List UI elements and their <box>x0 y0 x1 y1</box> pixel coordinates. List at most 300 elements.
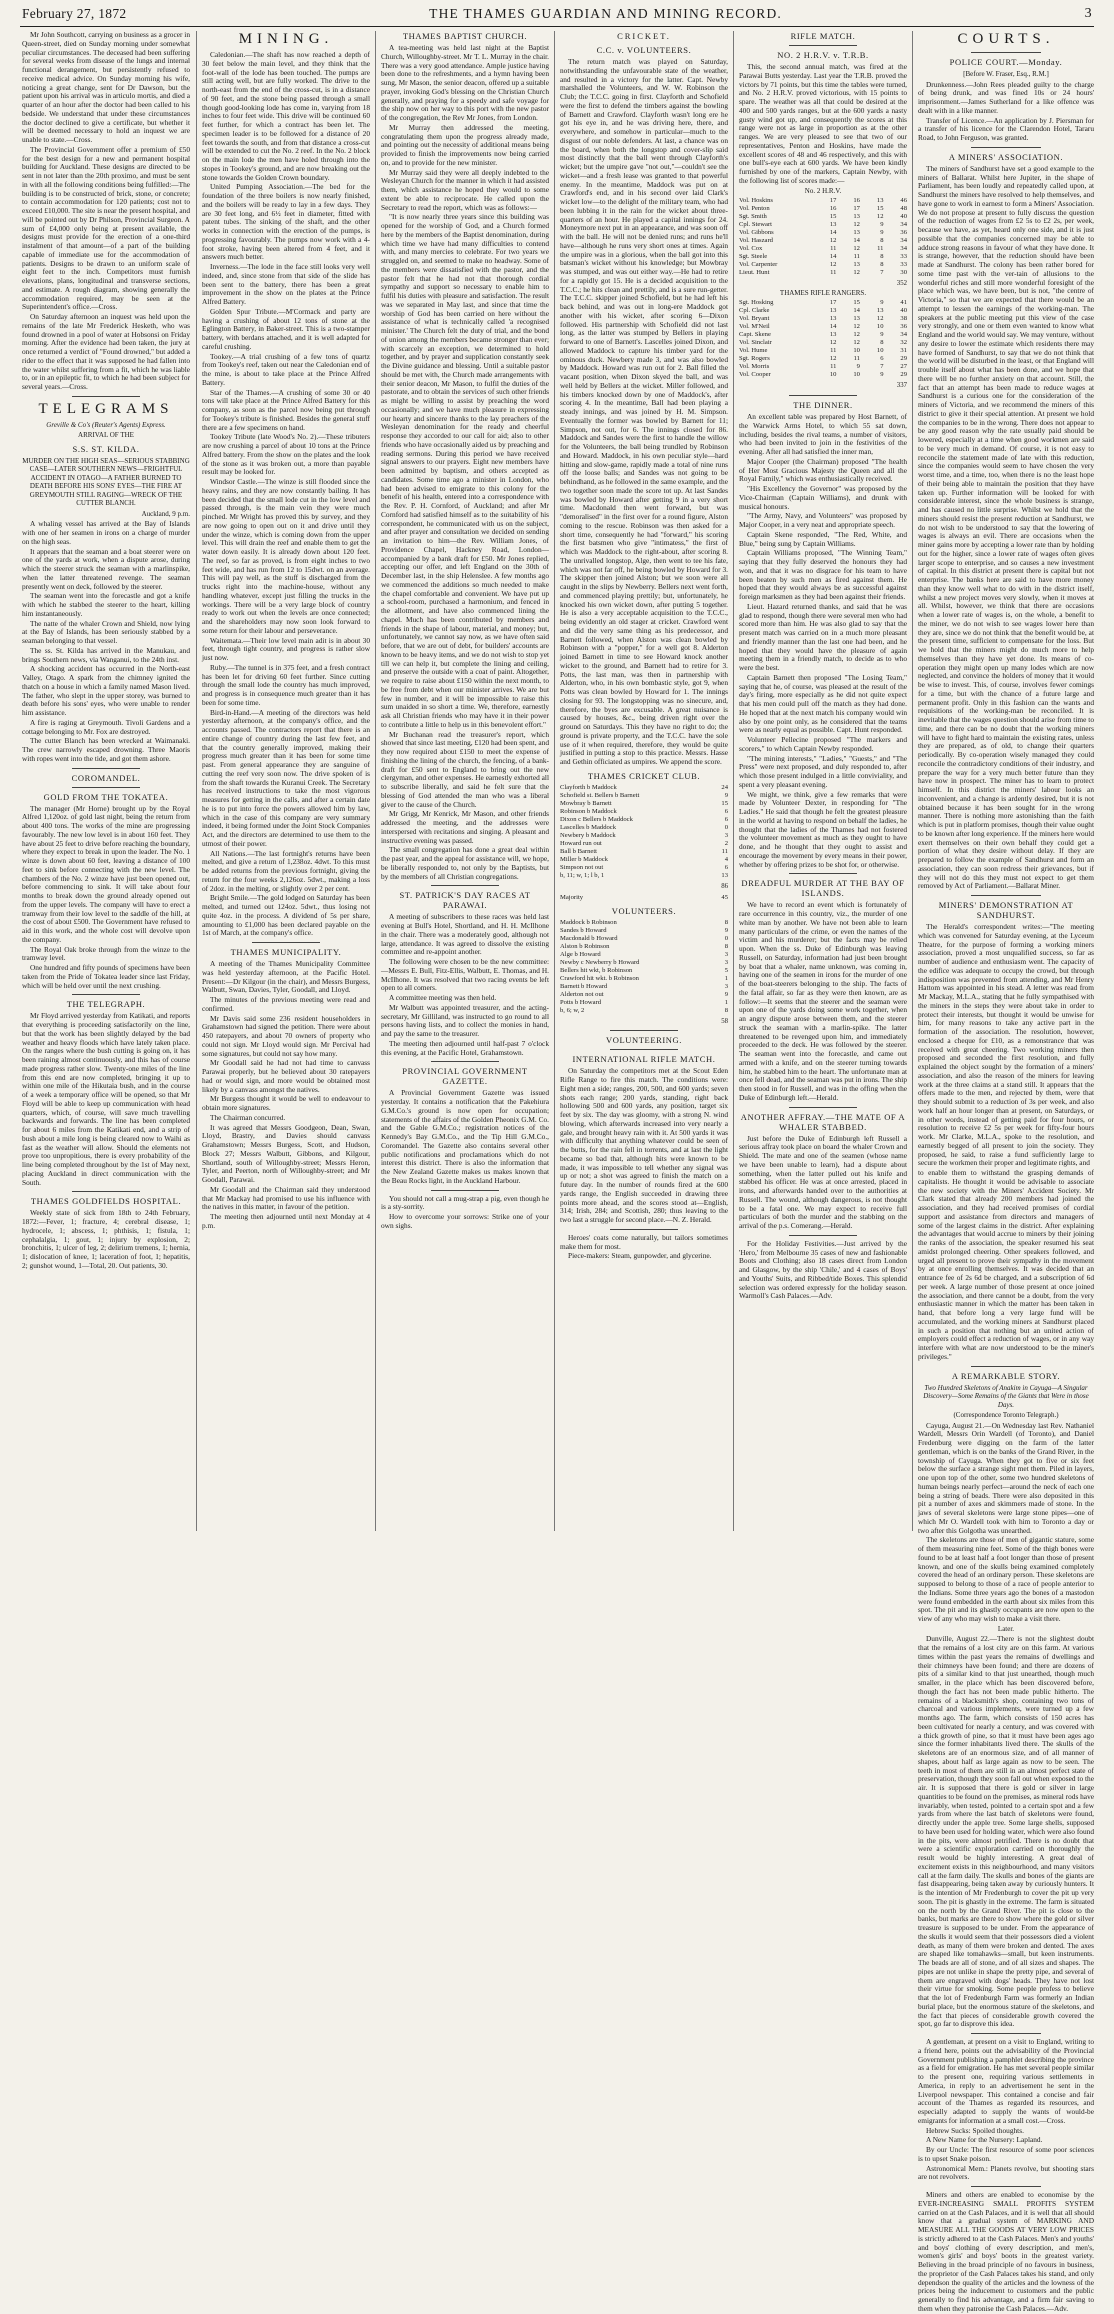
article-paragraph: A tea-meeting was held last night at the Baptist Church, Willoughby-street. Mr T. L. Murray in the chair. There was a very good attendance. Ample justice having been done to the refreshments, and a hymn having been sung, Mr Mason, the senior deacon, offered up a suitable prayer, invoking God's blessing on the Christian Church generally, and praying for a speedy and safe voyage for the ship now on her way to this port with the new pastor of the congregation, the Rev Mr Jones, from London. <box>381 43 549 122</box>
score-cell: 31 <box>900 347 907 355</box>
player-name: Bellers hit wkt, b Robinson <box>560 966 633 974</box>
score-cell: 8 <box>880 253 884 260</box>
page-number: 3 <box>1084 6 1092 21</box>
section-divider <box>72 768 139 769</box>
player-name: Newbery b Maddock <box>560 831 616 839</box>
scorecard-total: 86 <box>721 882 728 890</box>
score-cell: 8 <box>880 339 884 347</box>
score-cell: 9 <box>880 331 884 339</box>
score-cell: 13 <box>829 307 837 315</box>
majority-value: 45 <box>721 893 728 901</box>
player-name: Vol. Haszard <box>739 237 773 244</box>
article-paragraph: Heroes' coats come naturally, but tailors sometimes make them for most. <box>560 1232 728 1251</box>
score-cell: 12 <box>853 339 860 347</box>
score-cell: 13 <box>829 331 837 339</box>
dateline: Auckland, 9 p.m. <box>141 509 190 518</box>
score-row <box>739 221 907 229</box>
player-name: Alge b Howard <box>560 950 601 958</box>
article-paragraph: Mr Floyd arrived yesterday from Katikati, and reports that everything is proceeding satisfactorily on the line, but that the work has been slightly delayed by the bad weather and heavy floods which have lately taken place. On the ranges where the bush cutting is going on, it has been raining almost continuously, and this has of course made progress rather slow. Twenty-one miles of the line from this end are now completed, bringing it up to within one mile of the Hikutaia bush, and in the course of a week a temporary office will be opened, so that Mr Floyd will be able to keep up communication with head quarters, which, of course, will save much travelling backwards and forwards. The line has been completed for about 6 miles from the Katikati end, and a strip of bush about a mile long is being cleared now to Waihi as fast as the weather will allow. Should the elements not prove too unpropitious, there is every probability of the line being completed throughout by the 1st of May next, placing Auckland in direct communication with the South. <box>22 1011 190 1187</box>
score-cell: 29 <box>900 355 907 363</box>
article-paragraph: A whaling vessel has arrived at the Bay of Islands with one of her seamen in irons on a charge of murder on the high seas. <box>22 519 190 546</box>
article-paragraph: to enable them to withstand the grasping demands of capitalists. He thought it would be advisable to associate the new society with the Miners' Accident Society. Mr Clark stated that already 200 members had joined the association, and they had received promises of cordial support and assistance from directors and managers of some of the largest claims in the district. After explaining the advantages that would accrue to miners by their joining the ranks of the association, the speaker resumed his seat amidst prolonged cheering. Other speakers followed, and urged all present to prove their sympathy in the movement by at once enrolling themselves. It was decided that an entrance fee of 2s 6d be charged, and a subscription of 6d per week. A large number of those present at once joined the association, and there cannot be a doubt, from the very enthusiastic manner in which the matter has been taken in hand, that before long a very large fund will be accumulated, and the working miners at Sandhurst placed in such a position that nothing but an united action of employers could effect a reduction of wages, or in any way interfere with what are now understood to be the miner's privileges." <box>918 1168 1094 1361</box>
scorecard-heading: THAMES CRICKET CLUB. <box>587 770 701 781</box>
score-cell: 33 <box>900 253 907 260</box>
article-paragraph: One hundred and fifty pounds of specimens have been taken from the Pride of Tokatea leader since last Friday, which will be held over until the next crushing. <box>22 963 190 990</box>
score-cell: 8 <box>724 918 728 926</box>
article-paragraph: Lieut. Hazard returned thanks, and said that he was glad to respond, though there were several men who had scored more than him. He was also glad to say that the present match was carried on in a much more pleasant and friendly manner than the last one had been, and he hoped that they would have the pleasure of again meeting them in a friendly match, to decide as to who were the best. <box>739 601 907 672</box>
score-row <box>739 205 907 213</box>
arrival-line: ARRIVAL OF THE <box>78 431 134 440</box>
score-cell: 32 <box>900 339 907 347</box>
score-cell: 12 <box>853 331 860 339</box>
player-name: Mowbray b Barnett <box>560 799 612 807</box>
article-paragraph: Windsor Castle.—The winze is still flooded since the heavy rains, and they are now constantly bailing. It has been decided that the small lode cut in the low level and passed through, is the main vein they were much pinched. Mr Wright has proved this by survey, and they are now going to open out on it and drive until they under the winze, which is coming down from the upper level. This will drain the reef and enable them to get the water down easily. It is already down about 120 feet. The reef, so far as proved, is from eight inches to two feet wide, and has run from 12 to 15dwt. on an average. This will pay well, as the stuff is discharged from the trucks right into the machine-house, without any handling whatever, except just filling the trucks in the workings. There will be a very large block of country ready to work out when the levels are once connected; and the shareholders may now soon look forward to some return for their labour and perseverance. <box>202 477 370 635</box>
score-cell: 3 <box>724 982 728 990</box>
article-paragraph: The following were chosen to be the new committee:—Messrs E. Bull, Fitz-Ellis, Walbutt, E. Thomas, and H. McIlhone. It was resolved that two racing events be left open to all comers. <box>381 957 549 993</box>
article-paragraph: The Chairman concurred. <box>210 1112 286 1122</box>
score-cell: 17 <box>829 299 837 307</box>
score-cell: 7 <box>880 363 884 371</box>
column-5 <box>739 31 907 1531</box>
player-name: Maddock b Robinson <box>560 918 617 926</box>
player-name: Sgt. Rogers <box>739 355 770 363</box>
article-paragraph: The Herald's correspondent writes:—"The meeting which was convened for Saturday evening, at the Lyceum Theatre, for the purpose of forming a working miners association, proved a most unqualified success, so far as number of audience and enthusiasm went. The capacity of the edifice was adequate to occupy the crowd, but through indisposition was prevented from attending, and Mr Henry Hattom was appointed in his stead. A letter was read from Mr Mackay, M.L.A., stating that he fully sympathised with the miners in the steps they were about take in order to protect their interests, but thought it would be unwise for him, for many reasons to take any active part in the formation of the association. The resolution, however, enclosed a cheque for £10, as a remonstrance that was received with great cheering. Two working miners then proposed and seconded the first resolution, and fully explained the object sought by the formation of a miners' association, and also the reason of the miners for leaving work at the three claims at a stand still. It appears that the offers made to the men, and rejected by them, were that they should submit to a reduction of 3s per week, and also work half an hour longer than at present, on Saturdays, or in other words, instead of getting paid for four hours, or resolution to receive £2 5s per week for fifty-four hours work. Mr Clarke, M.L.A., spoke to the resolution, and earnestly begged of all present to join the society. They proposed, he said, to raise a fund sufficiently large to secure the workmen their proper and legitimate rights, and <box>918 922 1094 1168</box>
article-paragraph: Mr Murray said they were all deeply indebted to the Wesleyan Church for the manner in which it had assisted them, which assistance he hoped they would to some extent be able to reciprocate. He called upon the Secretary to read the report, which was as follows:— <box>381 167 549 212</box>
score-cell: 14 <box>829 229 837 236</box>
article-paragraph: The cutter Blanch has been wrecked at Waimanaki. The crew narrowly escaped drowning. Three Maoris with ropes went into the tide, and got them ashore. <box>22 736 190 763</box>
section-divider <box>971 1366 1041 1367</box>
columns <box>22 30 1095 2313</box>
score-cell: 8 <box>880 237 884 244</box>
score-cell: 10 <box>876 347 884 355</box>
score-cell: 40 <box>900 213 907 220</box>
article-heading: THAMES BAPTIST CHURCH. <box>402 31 528 41</box>
score-cell: 12 <box>829 339 837 347</box>
masthead-rule <box>20 26 1094 27</box>
issue-date: February 27, 1872 <box>22 6 127 21</box>
player-name: Howard run out <box>560 839 602 847</box>
player-name: Crawford hit wkt. b Robinson <box>560 974 639 982</box>
section-divider <box>971 147 1041 148</box>
score-cell: 12 <box>876 315 884 323</box>
score-cell: 34 <box>900 245 907 252</box>
article-heading: ST. PATRICK'S DAY RACES AT PARAWAI. <box>399 890 531 911</box>
article-paragraph: A meeting of the Thames Municipality Committee was held yesterday afternoon, at the Pacific Hotel. Present:—Dr Kilgour (in the chair), and Messrs Burgess, Walbutt, Swan, Davies, Tyler, Goodall, and Lloyd. <box>202 959 370 995</box>
column-6 <box>918 31 1095 2313</box>
article-paragraph: The ss. St. Kilda has arrived in the Manukau, and brings Southern news, via Wanganui, to the 24th inst. <box>22 645 190 664</box>
score-cell: 13 <box>829 315 837 323</box>
score-cell: 11 <box>877 245 884 252</box>
player-name: Vol. Hoskins <box>739 197 773 204</box>
article-paragraph: "The Army, Navy, and Volunteers" was proposed by Major Cooper, in a very neat and appropriate speech. <box>739 511 907 529</box>
article-subheading: Two Hundred Skeletons of Anakim in Cayuga—A Singular Discovery—Some Remains of the Giants that Were in those Days. <box>923 1383 1089 1409</box>
score-cell: 14 <box>853 237 860 244</box>
score-cell: 34 <box>900 331 907 339</box>
section-heading-cricket: CRICKET. <box>617 31 671 41</box>
player-name: Miller b Maddock <box>560 855 608 863</box>
player-name: Vol. Bryant <box>739 315 770 323</box>
score-cell: 10 <box>876 323 884 331</box>
score-cell: 13 <box>721 871 728 879</box>
score-row <box>560 848 728 856</box>
article-paragraph: Mr Goodall and the Chairman said they understood that Mr Mackay had promised to use his influence with the natives in this matter, in favour of the petition. <box>202 1184 370 1212</box>
score-cell: 3 <box>724 958 728 966</box>
article-heading: THE TELEGRAPH. <box>66 999 146 1010</box>
article-paragraph: The manager (Mr Horne) brought up by the Royal Alfred 1,120oz. of gold last night, being the return from about 400 tons. The works of the mine are progressing favourably. The new low level is in about 160 feet. They have about 25 feet to drive before reaching the boundary, where they expect to break in upon the leader. The No. 1 winze is down about 60 feet, leaving a distance of 100 feet to sink before connecting with the new level. The chambers of the No. 2 winze have just been opened out, before commencing to sink. It will take about four months to break down the ground already opened out from the upper levels. The company will have to erect a tramway from their low level to the saddle of the hill, at the cost of about £500. The Government have refused to aid in this work, and the whole cost will devolve upon the company. <box>22 803 190 944</box>
article-heading: A MINERS' ASSOCIATION. <box>948 151 1064 162</box>
section-heading-telegrams: TELEGRAMS <box>38 400 174 417</box>
score-row <box>560 999 728 1007</box>
score-cell: 9 <box>880 229 884 236</box>
score-cell: 13 <box>876 307 884 315</box>
article-paragraph: A New Name for the Nursery: Lapland. <box>926 2135 1043 2145</box>
player-name: Simpson not out <box>560 863 604 871</box>
article-paragraph: Weekly state of sick from 18th to 24th February, 1872:—Fever, 1; fracture, 4; cerebral disease, 1; hydrocele, 1; abscess, 1; phthisis, 1; fistula, 1; cephalalgia, 1; gout, 1; injury by explosion, 2; bronchitis, 1; ulcer of leg, 2; delirium tremens, 1; hernia, 1; dislocation of knee, 1; laceration of foot, 1; hepatitis, 2; gunshot wound, 1—Total, 20. Out patients, 30. <box>22 1208 190 1270</box>
player-name: Vol. Morris <box>739 363 770 371</box>
score-row <box>560 792 728 800</box>
score-row <box>560 1007 728 1015</box>
score-cell: 36 <box>900 323 907 331</box>
score-row <box>560 967 728 975</box>
article-heading: RIFLE MATCH. <box>790 31 856 41</box>
score-cell: 10 <box>853 371 860 379</box>
score-row <box>560 927 728 935</box>
score-row <box>560 872 728 880</box>
article-paragraph: Captain Barnett then proposed "The Losing Team," saying that he, of course, was pleased at the result of the day's firing, more especially as he did not quite expect that his men could pull off the match as they had done. He hoped that at the next match his company would win also by one point only, as he considered that the teams were as nearly equal as possible. Capt. Hunt responded. <box>739 672 907 735</box>
score-cell: 7 <box>880 269 884 276</box>
article-paragraph: Transfer of Licence.—An application by J. Piersman for a transfer of his licence for the Clarendon Hotel, Tararu Road, to John Ferguson, was granted. <box>918 115 1094 142</box>
article-paragraph: Hebrew Sucks: Spoiled thoughts. <box>926 2125 1024 2135</box>
scorecard-total: 58 <box>721 1017 728 1025</box>
score-cell: 17 <box>829 197 837 204</box>
score-cell: 12 <box>829 261 837 268</box>
article-paragraph: Mr Murray then addressed the meeting, congratulating them upon the progress already made, and pointing out the necessity of additional means being provided to finish the improvements now being carried on, and to provide for the new minister. <box>381 122 549 167</box>
section-divider <box>971 895 1041 896</box>
player-name: Vol. Cooper <box>739 371 771 379</box>
score-row <box>560 943 728 951</box>
article-paragraph: Star of the Thames.—A crushing of some 30 or 40 tons will take place at the Prince Alfred Battery for this company, as soon as the parcel now being put through for Tookey's tribute is finished. Besides the general stuff there are a few specimens on hand. <box>202 387 370 432</box>
article-paragraph: On Saturday the competitors met at the Scout Eden Rifle Range to fire this match. The conditions were: Eight men a side; ranges, 200, 500, and 600 yards; seven shots each range; 200 yards, standing, right back hollowing 500 and 600 yards, any position, target six feet by six. The day was gloomy, with a strong N. wind blowing, which afterwards increased into very nearly a gale, and brought heavy rain with it. At 500 yards it was with difficulty that anything whatever could be seen of the butts, for the rain fell in torrents, and at last the light became so bad that, although hits were known to be made, it was impossible to tell whether any signal was up or not; a shot was agreed to finish the match on a future day. In the number of rounds fired at the 600 yards range, the English succeeded in drawing three points more ahead, and the scores stood at—English, 314; Irish, 284; and Scottish, 280; thus leaving to the two last a struggle for second place.—N. Z. Herald. <box>560 1066 728 1224</box>
section-divider <box>72 787 139 788</box>
article-heading: INTERNATIONAL RIFLE MATCH. <box>572 1054 716 1065</box>
score-row <box>739 229 907 237</box>
score-row <box>739 323 907 331</box>
later-heading: Later. <box>997 1624 1015 1633</box>
player-name: Ball b Barnett <box>560 847 597 855</box>
article-paragraph: Just before the Duke of Edinburgh left Russell a serious affray took place on board the whaler Crown and Shield. The mate and one of the seamen (whose name we have been unable to learn), had a dispute about something, when the latter pulled out his knife and stabbed his officer. He was at once arrested, placed in irons, and afterwards handed over to the authorities at Russell. The wound, although dangerous, is not thought to be a fatal one. We may expect to receive full particulars of both the murder and the stabbing on the arrival of the p.s. Comerang.—Herald. <box>739 1133 907 1230</box>
score-cell: 14 <box>829 323 837 331</box>
score-row <box>739 253 907 261</box>
column-2 <box>202 31 370 1531</box>
article-paragraph: Caledonian.—The shaft has now reached a depth of 30 feet below the main level, and they think that the foot-wall of the lode has been touched. The pumps are still acting well, but are fully worked. The drive to the north-east from the end of the cross-cut, is in a distance of 90 feet, and the stone being passed through a small though good-looking lode has come in, varying from 18 inches to four feet wide. This drive will be continued 60 feet further, for which a contract has been let. The specimen leader is to be followed for a distance of 20 feet towards the south, and from that distance a cross-cut will be extended to cut the No. 2 reef. In the No. 2 block on the main lode the men have holed through into the stopes in Tookey's ground, and are now breaking out the stone towards the Golden Crown boundary. <box>202 50 370 182</box>
player-name: Lascelles b Maddock <box>560 823 617 831</box>
score-row <box>560 991 728 999</box>
article-paragraph: The small congregation has done a great deal within the past year, and the appeal for assistance will, we hope, be liberally responded to, not only by the Baptists, but by the members of all Christian congregations. <box>381 845 549 881</box>
player-name: Barnett b Howard <box>560 982 608 990</box>
article-paragraph: Tookey Tribute (late Wood's No. 2).—These tributers are now crushing a parcel of about 10 tons at the Prince Alfred battery. From the show on the plates and the look of the stone as it was broken out, a more than payable result may be looked for. <box>202 432 370 477</box>
article-paragraph: You should not call a mug-strap a pig, even though he is a sty-sorrity. <box>381 1193 549 1212</box>
score-cell: 2 <box>724 839 728 847</box>
article-heading: GOLD FROM THE TOKATEA. <box>43 791 169 802</box>
article-paragraph: Captain Skene responded, "The Red, White, and Blue," being sung by Captain Williams. <box>739 529 907 548</box>
score-row <box>739 339 907 347</box>
score-row <box>560 983 728 991</box>
score-cell: 3 <box>724 831 728 839</box>
section-divider <box>789 873 856 874</box>
article-paragraph: A meeting of subscribers to these races was held last evening at Bull's Hotel, Shortland, and H. H. McIlhone in the chair. There was a moderately good, although not large, attendance. It was agreed to dissolve the existing committee and re-appoint another. <box>381 912 549 957</box>
score-row <box>560 824 728 832</box>
score-cell: 9 <box>856 363 860 371</box>
score-cell: 5 <box>724 966 728 974</box>
article-paragraph: On Saturday afternoon an inquest was held upon the remains of the late Mr Frederick Hesketh, who was found drowned in a pool of water at Hobsonsi on Friday morning. After the evidence had been taken, the jury at once returned a verdict of "Found drowned," but added a rider to the effect that it was supposed he had fallen into the water whilst suffering from a fit, which he was liable to, or in an epileptic fit, to which he had been subject for several years.—Cross. <box>22 312 190 391</box>
score-row <box>739 355 907 363</box>
score-row <box>560 975 728 983</box>
advertisement: For the Holiday Festivities.—Just arrived by the 'Hero,' from Melbourne 35 cases of new and fashionable Boots and Clothing; also 18 cases direct from London and Glasgow, by the ship 'Chile,' and 4 cases of Boys' and Youths' Suits, and Ribbed/tide Boxes. This splendid selection was ordered expressly for the holiday season. Warmoll's Cash Palaces.—Adv. <box>739 1238 907 1301</box>
article-paragraph: By our Uncle: The first resource of some poor sciences is to upset Snake poison. <box>918 2145 1094 2163</box>
section-divider <box>431 1190 498 1191</box>
article-heading: DREADFUL MURDER AT THE BAY OF ISLANDS. <box>741 878 905 899</box>
score-cell: 48 <box>900 205 907 212</box>
score-row <box>739 307 907 315</box>
player-name: Cpl. Clarke <box>739 307 770 315</box>
column-3 <box>381 31 549 1531</box>
article-paragraph: It was agreed that Messrs Goodgeon, Dean, Swan, Lloyd, Brastry, and Davies should canvass Grahamstown; Messrs Burgess, Scott, and Hudson, Block 27; Messrs Walbutt, Gibbons, and Kilgour, Shortland, south of Willoughby-street; Messrs Heron, Tyler, and Peerton, north of Willoughby-street; and Mr Goodall, Parawai. <box>202 1122 370 1184</box>
article-heading: POLICE COURT.—Monday. <box>949 57 1063 67</box>
player-name: Vol. M'Neil <box>739 323 770 331</box>
player-name: Vol. Gibbons <box>739 229 774 236</box>
score-cell: 1 <box>724 998 728 1006</box>
player-name: Sgt. Smith <box>739 213 767 220</box>
section-heading-coromandel: COROMANDEL. <box>71 772 141 783</box>
score-cell: 46 <box>900 197 907 204</box>
score-cell: 13 <box>853 213 860 220</box>
article-paragraph: The skeletons are those of men of gigantic stature, some of them measuring nine feet. Some of the thigh bones were found to be at least half a foot longer than those of present known, and one of the skulls being examined completely covered the head of an ordinary person. These skeletons are supposed to belong to those of a race of people anterior to the Indians. Some three years ago the bones of a mastodon were found embedded in the earth about six miles from this spot. The pit and its ghastly occupants are now open to the view of any who may wish to make a visit there. <box>918 1535 1094 1623</box>
player-name: Sgt. Steele <box>739 253 768 260</box>
column-divider <box>912 31 913 1531</box>
score-row <box>739 347 907 355</box>
player-name: Dixon c Bellers b Maddock <box>560 815 633 823</box>
article-paragraph: The meeting then adjourned until next Monday at 4 p.m. <box>202 1212 370 1230</box>
score-cell: 15 <box>829 213 837 220</box>
article-paragraph: Cayuga, August 21.—On Wednesday last Rev. Nathaniel Wardell, Messrs Orin Wardell (of Toronto), and Daniel Fredenburg were digging on the farm of the latter gentleman, which is on the banks of the Grand River, in the township of Cayuga. When they got to five or six feet below the surface a strange sight met them. Piled in layers, one upon top of the other, some two hundred skeletons of human beings nearly perfect—around the neck of each one being a string of beads. There were also deposited in this pit a number of axes and skimmers made of stone. In the jaws of several skeletons were large stone pipes—one of which Mr O. Wardell took with him to Toronto a day or two after this Golgotha was unearthed. <box>918 1420 1094 1535</box>
score-cell: 6 <box>724 863 728 871</box>
section-divider <box>789 45 856 46</box>
player-name: Vol. Hume <box>739 347 768 355</box>
article-paragraph: The Provincial Government offer a premium of £50 for the best design for a new and permanent hospital building for Auckland. These designs are directed to be sent in not later than the 20th proximo, and must be sent in with all the following conditions being fulfilled:—The building is to be constructed of brick, stone, or concrete; to contain accommodation for 120 patients; cost not to exceed £10,000. The site is near the present hospital, and will be pointed out by Dr Philson, Provincial Surgeon. A sum of £4,000 only being at present available, the designs must provide for the erection of a one-third instalment of that amount—of a part of the building capable of immediate use for the accommodation of patients. Designs to be drawn to an uniform scale of eight feet to the inch. Competitors must furnish elevations, plans, longitudinal and transverse sections, and estimate. A rough diagram, showing generally the accommodation required, may be seen at the Superintendent's office.—Cross. <box>22 144 190 312</box>
article-paragraph: The natte of the whaler Crown and Shield, now lying at the Bay of Islands, has been seriously stabbed by a seaman belonging to that vessel. <box>22 618 190 645</box>
section-divider <box>789 1107 856 1108</box>
scorecard-total: 352 <box>896 280 907 287</box>
article-paragraph: The minutes of the previous meeting were read and confirmed. <box>202 995 370 1013</box>
score-cell: 9 <box>724 791 728 799</box>
section-divider <box>610 1229 677 1230</box>
player-name: b, 6; w, 2 <box>560 1006 585 1014</box>
score-cell: 11 <box>853 253 860 260</box>
player-name: Robinson b Maddock <box>560 807 617 815</box>
article-paragraph: All Nations.—The last fortnight's returns have been melted, and give a return of 1,238oz. 4dwt. To this must be added returns from the previous fortnight, giving the return for the four weeks 2,126oz. 5dwt., making a loss of 2doz. in the melting, or slightly over 2 per cent. <box>202 848 370 893</box>
score-row <box>739 237 907 245</box>
majority-row <box>560 894 728 902</box>
score-row <box>560 951 728 959</box>
player-name: Vol. Cox <box>739 245 763 252</box>
article-paragraph: Dunville, August 22.—There is not the slightest doubt that the remains of a lost city are on this farm. At various times within the past years the remains of dwellings and their chimneys have been found; and there are dozens of pits of a similar kind to that just unearthed, though much smaller, in the place which has been discovered before, though the fact has not been made public hitherto. The remains of a blacksmith's shop, containing two tons of charcoal and various implements, were turned up a few months ago. The farm, which consists of 150 acres has been cultivated for nearly a century, and was covered with a thick growth of pine, so that it must have been ages ago since the former inhabitants lived there. The skulls of the skeletons are of an enormous size, and of all manner of shapes, about half as large again as now to be seen. The teeth in most of them are still in an almost perfect state of preservation, though they soon fall out when exposed to the air. It is supposed that there is gold or silver in large quantities to be found on the premises, as mineral rods have invariably, when tested, pointed to a certain spot and a few yards from where the last batch of skeletons were found, directly under the apple tree. Some large shells, supposed to have been used for holding water, which were also found in the pits, were almost petrified. There is no doubt that were a scientific exploration carried on thoroughly the result would be highly interesting. A great deal of excitement exists in this neighbourhood, and many visitors call at the farm daily. The skulls and bones of the giants are fast disappearing, being taken away by curiously hunters. It is the intention of Mr Fredenburgh to cover the pit up very soon. The pit is ghastly in the extreme. The farm is situated on the north by the Grand River. The pit is close to the banks, but marks are there to show where the gold or silver treasure is supposed to be under. From the appearance of the skulls it would seem that their possessors died a violent death, as many of them were broken and dented. The axes are shaped like tomahawks—small, but keen instruments. The beads are all of stone, and of all sizes and shapes. The pipes are not unlike in shape the pretty pipe, and several of them are engraved with dogs' heads. They have not lost their virtue for smoking. Some people profess to believe that the lot of Fredenburgh Farm was formerly an Indian burial place, but the enormous stature of the skeletons, and the fact that pieces of considerable growth covered the spot, go far to disprove this idea. <box>918 1634 1095 2029</box>
advertisement: Miners and others are enabled to economise by the EVER-INCREASING SMALL PROFITS SYSTEM carried on at the Cash Palaces, and it is well that all should know that a gradual system of MARKING AND MEASURE ALL THE GOODS AT VERY LOW PRICES is strictly adhered to at the Cash Palaces. Men's and youths' and boys' clothing of every description, and men's, women's girls' and boys' boots in the greatest variety. Believing in the broad principle of no favours in business, the proprietor of the Cash Palaces takes his stand, and only dependson the quality of the articles and the lowness of the prices being the inducement to customers and the public generally to find his advantage, and a firm fair saving to them when they patronise the Cash Palaces.—Adv. <box>918 2190 1094 2313</box>
score-row <box>560 832 728 840</box>
score-cell: 41 <box>900 299 907 307</box>
score-cell: 15 <box>876 205 884 212</box>
score-cell: 13 <box>876 197 884 204</box>
score-cell: 14 <box>829 253 837 260</box>
scorecard-heading: THAMES RIFLE RANGERS. <box>779 288 867 297</box>
section-divider <box>431 885 498 886</box>
score-cell: 11 <box>830 245 837 252</box>
score-row <box>560 935 728 943</box>
score-cell: 9 <box>880 221 884 228</box>
score-cell: 40 <box>900 307 907 315</box>
score-cell: 34 <box>900 237 907 244</box>
article-paragraph: Bird-in-Hand.—A meeting of the directors was held yesterday afternoon, at the company's office, and the accounts passed. The contractors report that there is an entire change of country during the last few feet, and that the country generally improved, making their progress much greater than it has been for some time past. From general appearance they are sanguine of cutting the reef very soon now. The drive spoken of is from the shaft towards the Kuranui Creek. The Secretary has received instructions to take the most vigorous measures for getting in the calls, and after a certain date he is to put into force the powers allowed him by law, which in the case of this company are very summary indeed, it being formed under the Joint Stock Companies Act, and the directors are determined to use them to the utmost of their power. <box>202 707 370 848</box>
article-paragraph: Mr Goodall said he had not had time to canvass Parawai properly, but he believed about 30 ratepayers had or would sign, and more would be obtained most likely by a canvass amongst the natives. <box>202 1058 370 1094</box>
scorecard-total: 337 <box>896 382 907 390</box>
score-cell: 9 <box>880 299 884 307</box>
score-cell: 13 <box>853 261 860 268</box>
player-name: Potts b Howard <box>560 998 602 1006</box>
player-name: b, 11; w, 1; l b, 1 <box>560 871 605 879</box>
score-cell: 14 <box>853 307 860 315</box>
score-cell: 6 <box>880 355 884 363</box>
score-cell: 10 <box>829 371 837 379</box>
score-row <box>739 363 907 371</box>
column-divider <box>196 31 197 1531</box>
score-row <box>739 331 907 339</box>
score-cell: 36 <box>900 229 907 236</box>
score-cell: 15 <box>721 799 728 807</box>
article-paragraph: Mr John Southcott, carrying on business as a grocer in Queen-street, died on Sunday morning under somewhat peculiar circumstances. The deceased had been suffering for several weeks from disease of the lungs and internal functional derangement, but persistently refused to receive medical advice. On Sunday morning his wife, noticing a great change, sent for Dr Dawson, but the patient upon his arrival was in articulo mortis, and died a quarter of an hour after the doctor had been called to his bedside. We understand that under these circumstances the doctor declined to give a certificate, but whether it will be deemed necessary to hold an inquest we are unable to state.—Cross. <box>22 30 190 144</box>
score-row <box>560 959 728 967</box>
article-paragraph: The seaman went into the forecastle and got a knife with which he stabbed the steerer to the heart, killing him instantaneously. <box>22 591 190 618</box>
score-row <box>560 784 728 792</box>
player-name: Macdonald b Howard <box>560 934 618 942</box>
score-cell: 4 <box>724 855 728 863</box>
telegram-summary: MURDER ON THE HIGH SEAS—SERIOUS STABBING CASE—LATER SOUTHERN NEWS—FRIGHTFUL ACCIDENT IN OTAGO—A FATHER BURNED TO DEATH BEFORE HIS SONS' EYES—THE FIRE AT GREYMOUTH STILL RAGING—WRECK OF THE CUTTER BLANCH. <box>22 456 190 508</box>
score-row <box>560 919 728 927</box>
article-heading: THAMES MUNICIPALITY. <box>230 947 342 957</box>
rifle-scorecard <box>739 197 907 277</box>
player-name: Cpl. Stewart <box>739 221 772 228</box>
correspondence-credit: (Correspondence Toronto Telegraph.) <box>953 1411 1059 1419</box>
score-cell: 12 <box>829 355 837 363</box>
score-cell: 6 <box>724 807 728 815</box>
article-paragraph: Mr Buchanan read the treasurer's report, which showed that since last meeting, £120 had been spent, and they now required about £150 to meet the expense of finishing the lining of the church, the fencing, of a bank-draft for £50 sent to England to bring out the new clergyman, and other expenses. He earnestly exhorted all to subscribe liberally, and said he felt sure that the blessing of God attended the man who was a liberal giver to the cause of the Church. <box>381 729 549 809</box>
score-cell: 12 <box>853 245 860 252</box>
section-divider <box>610 1049 677 1050</box>
article-heading: THAMES GOLDFIELDS HOSPITAL. <box>30 1196 182 1207</box>
section-divider <box>971 52 1041 53</box>
article-paragraph: Ruby.—The tunnel is in 375 feet, and a fresh contract has been let for driving 60 feet further. Since cutting through the small lode the country has much improved, and progress is in consequence much greater than it has been for some time. <box>202 662 370 707</box>
score-cell: 3 <box>724 950 728 958</box>
score-cell: 27 <box>900 363 907 371</box>
score-cell: 6 <box>724 815 728 823</box>
article-subheading: NO. 2 H.R.V. v. T.R.B. <box>777 50 869 60</box>
score-row <box>560 864 728 872</box>
section-divider <box>252 942 319 943</box>
score-cell: 12 <box>853 221 860 228</box>
scorecard-table <box>560 784 728 880</box>
article-paragraph: "The mining interests," "Ladies," "Guests," and "The Press" were next proposed, and duly responded to, after which those present indulged in a little conviviality, and spent a very pleasant evening. <box>739 753 907 789</box>
article-paragraph: Mr Burgess thought it would be well to endeavour to obtain more signatures. <box>202 1094 370 1112</box>
score-cell: 1 <box>724 974 728 982</box>
score-row <box>739 299 907 307</box>
article-paragraph: We have to record an event which is fortunately of rare occurrence in this country, viz., the murder of one white man by another. We have not been able to learn many particulars of the crime, or even the names of the victim and his murderer; but the facts may be relied upon. When the ss. Duke of Edinburgh was leaving Russell, on Saturday, information had just been brought by boat that a whaler, name unknown, was coming in, having one of the seamen in irons for the murder of one of the boat-steerers belonging to the ship. The facts of the fatal affair, so far as they were then known, are as follow:—It seems that the steerer and the seaman were upon one of the yards doing some work together, when an angry dispute arose between them, and the steerer struck the seaman with a marlin-spike. The latter threatened to be revenged upon him, and immediately proceeded to the deck. He was followed by the steerer. The seaman went into the forecastle, and came out armed with a knife, and on the steerer turning towards him, he stabbed him to the heart. The unfortunate man at once fell dead, and the seaman was put in irons. The ship then stood in for Russell, and was in the offing when the Duke of Edinburgh left.—Herald. <box>739 900 907 1102</box>
article-paragraph: We might, we think, give a few remarks that were made by Volunteer Dexter, in responding for "The Ladies." He said that though he felt the greatest pleasure in the world at having to respond on behalf the ladies, he thought that the ladies of the Thames had not fostered the volunteer movement as much as they ought to have done, and he thought that they ought to assist and encourage the movement by every means in their power, whether by offering prizes to be shot for, or otherwise. <box>739 789 907 869</box>
section-divider <box>789 395 856 396</box>
article-paragraph: The return match was played on Saturday, notwithstanding the unfavourable state of the weather, and resulted in a victory for the latter. Capt. Newby marshalled the Volunteers, and W. W. Robinson the Club; the T.C.C. going in first. Clayforth and Schofield were the first to defend the timbers against the bowling of Barnett and Crawford. Clayforth wasn't long ere he got his eye in, and he was driving here, there, and everywhere, and somehow in particular—much to the disgust of our noble defenders. At last, a chance was on the board, when both the longstop and cover-slip said most distinctly that the ball went through Clayforth's wicket; but the umpire gave "not out,"—couldn't see the wicket—and a fresh lease was granted to that powerful enemy. In the meantime, Maddock was put on at Crawford's end, and in his second over laid Clark's wicket low—to the delight of the military team, who had been lubbing it in the rain for the wicket about three-quarters of an hour. He played a capital innings for 24. Moneymore next put in an appearance, and was soon off with the ball. He will not be denied runs; and runs he'll have—although he runs very short ones at times. Again the umpire was in a glorious, when the ball got into this batsman's wicket without his knowledge; but Mowbray was stumped, and was out either way.—He had to retire for a rapidly got 15. He is a decided acquisition to the T.C.C.; he hits clean and prettily, and is a sure run-getter. The T.C.C. skipper joined Schofield, but he had left his back behind, and was out in long-ere Maddock got another with his wicket, after scoring 6—Dixon followed. His partnership with Schofield did not last long, as the latter was stumped by Bellers in playing forward to one of Barnett's. Lascelles joined Dixon, and allowed Maddock to capture his timber yard for the ominous duck. Newbery made 3, and was also bowled by Maddock. Howard was run out for 2. Ball filled the vacant position, when Dixon skyed the ball, and was well held by Bellers at the wicket. Miller followed, and his timbers knocked down by one of Maddock's, after scoring 4. In the meantime, Ball had been playing a steady innings, and was joined by H. M. Simpson. Eventually the former was bowled by Barnett for 11; Simpson, not out, for 6. The innings closed for 86. Maddock and Sandes were the first to handle the willow for the Volunteers, the ball being trundled by Robinson and Howard. Maddock, in his own peculiar style—hard hitting and slow-game, rapidly made a total of nine runs off the loose balls; and Sandes was not going to be behindhand, as he followed in the same example, and the two together soon made the score tot up. At last Sandes was bowled by Howard after getting 9 in a very short time. Macdonald then went forward, but was "demoralised" in the first over for a round figure, Alston coming to the rescue. Robinson was then asked for a short time, consequently he had "forward," his scoring the first batsmen who give "intimatess," the first of which was Maddock to the right-about, after scoring 8. The unrivalled longstop, Alge, then went to tee his fate, which was not far off, he being bowled by Howard for 3. The skipper then joined Alston; but we soon were all caught in the slips by Newberry. Bellers next went forth, and commenced playing prettily; but, unfortunately, he knocked his own wicket down, after putting 5 together. He is also a very acceptable acquisition to the T.C.C., being evidently an old stager at cricket. Crawford went and did the very same thing as his predecessor, and Barnett followed, when Alston was clean bowled by Robinson with a "popper," for a well got 8. Alderton joined Barnett in time to see Howard knock another wicket to the ground, and Barnett had to retire for 3. Potts, the last man, was then in partnership with Alderton, who, in his own bombastic style, got 9, when Potts was clean bowled by Howard for 1. The innings closing for 93. The longstopping was no sinecure, and, therefore, the byes are excusable. A great nuisance is caused by houses, &c., being driven right over the ground on Saturdays. This they have no right to do; the ground is private property, and the T.C.C. have the sole use of it when required, therefore, they would be quite justified in putting a stop to this practice. Messrs. Hasse and Gethin officiated as umpires. We append the score. <box>560 57 728 766</box>
score-cell: 8 <box>724 942 728 950</box>
article-paragraph: Astronomical Mem.: Planets revolve, but shooting stars are not revolvers. <box>918 2163 1094 2182</box>
score-cell: 8 <box>724 1006 728 1014</box>
player-name: Alston b Robinson <box>560 942 610 950</box>
score-row <box>560 840 728 848</box>
score-row <box>739 245 907 253</box>
article-paragraph: The Royal Oak broke through from the winze to the tramway level. <box>22 944 190 963</box>
score-cell: 9 <box>724 926 728 934</box>
score-row <box>560 856 728 864</box>
article-paragraph: An excellent table was prepared by Host Barnett, of the Warwick Arms Hotel, to which 55 sat down, including, besides the rival teams, a number of visitors, who had been invited to join in the festivities of the evening. After all had satisfied the inner man, <box>739 412 907 456</box>
score-cell: 11 <box>721 847 728 855</box>
column-divider <box>375 31 376 1531</box>
article-paragraph: A fire is raging at Greymouth. Tivoli Gardens and a cottage belonging to Mr. Fox are destroyed. <box>22 717 190 736</box>
section-heading-mining: MINING. <box>238 31 334 47</box>
scorecard-heading: No. 2 H.R.V. <box>804 186 842 195</box>
section-divider <box>72 1191 139 1192</box>
article-paragraph: Mr Grigg, Mr Kenrick, Mr Mason, and other friends addressed the meeting, and the addresses were interspersed with recitations and singing. A pleasant and instructive evening was passed. <box>381 809 549 845</box>
score-cell: 9 <box>880 371 884 379</box>
section-heading-volunteering: VOLUNTEERING. <box>605 1035 683 1046</box>
score-row <box>739 261 907 269</box>
score-cell: 11 <box>853 355 860 363</box>
article-paragraph: Major Cooper (the Chairman) proposed "The health of Her Most Gracious Majesty the Queen and all the Royal Family," which was enthusiastically received. <box>739 456 907 484</box>
article-heading: THE DINNER. <box>793 400 853 410</box>
score-cell: 13 <box>853 315 860 323</box>
telegrams-subheading: Greville & Co's (Reuter's Agents) Express. <box>46 420 166 429</box>
score-cell: 11 <box>830 363 837 371</box>
article-paragraph: A Provincial Government Gazette was issued yesterday. It contains a notification that the Pakehiura G.M.Co.'s ground is now open for occupation; statements of the affairs of the Golden Pheonix G.M. Co. and the Gable G.M.Co.; registration notices of the Kennedy's Bay G.M.Co., and the Tip Hill G.M.Co., Coromandel. The Gazette also contains several other public notifications and proclamations which do not interest this district. There is also the information that the New Zealand Gazette makes us makes known that the Beau Rocks light, in the Auckland Harbour. <box>381 1088 549 1185</box>
player-name: Capt. Skene <box>739 331 771 339</box>
score-cell: 16 <box>853 197 860 204</box>
article-paragraph: This, the second annual match, was fired at the Parawai Butts yesterday. Last year the T.R.B. proved the victors by 71 points, but this time the tables were turned, and No. 2 H.R.V. proved victorious, with 15 points to spare. The weather was all that could be desired at the 400 and 500 yards ranges, but at the 600 yards a nasty gusty wind got up, and consequently the scores at this range were not as large in proportion as at the other ranges. We are very pleased to see that two of our representatives, Penton and Hoskins, have made the excellent scores of 48 and 46 respectively, and this with one bull's-eye each at 600 yards. We have been kindly furnished by one of the markers, Captain Newby, with the following list of scores made:— <box>739 62 907 185</box>
newspaper-title: THE THAMES GUARDIAN AND MINING RECORD. <box>429 6 782 21</box>
score-cell: 38 <box>900 315 907 323</box>
score-cell: 17 <box>853 205 860 212</box>
player-name: Newby c Newberry b Howard <box>560 958 640 966</box>
section-divider <box>431 1061 498 1062</box>
article-paragraph: Captain Williams proposed, "The Winning Team," saying that they fully deserved the honours they had won, and that it was no disgrace for his team to have been beaten by such men as fired against them. He hoped that they would always be as successful against foreign marksmen as they had been against their friends. <box>739 548 907 601</box>
scorecard-table <box>560 919 728 1015</box>
article-paragraph: Mr Walbutt was appointed treasurer, and the acting-secretary, Mr Gilliland, was instructed to go round to all persons having lists, and to collect the monies in hand, and pay the same to the treasurer. <box>381 1002 549 1038</box>
score-row <box>560 808 728 816</box>
article-heading: MINERS' DEMONSTRATION AT SANDHURST. <box>938 900 1074 920</box>
article-paragraph: Mr Davis said some 236 resident householders in Grahamstown had signed the petition. There were about 450 ratepayers, and about 70 owners of property who could not sign. Mr Lloyd would sign. Mr Percival had some signatures, but could not say how many. <box>202 1013 370 1058</box>
section-divider <box>72 994 139 995</box>
masthead <box>22 4 1092 24</box>
article-paragraph: Piece-makers: Steam, gunpowder, and glycerine. <box>568 1251 712 1261</box>
score-row <box>739 197 907 205</box>
column-divider <box>733 31 734 1531</box>
score-row <box>560 800 728 808</box>
player-name: Vol. Penton <box>739 205 770 212</box>
column-1 <box>22 31 190 1531</box>
scorecard-heading: VOLUNTEERS. <box>611 905 677 916</box>
